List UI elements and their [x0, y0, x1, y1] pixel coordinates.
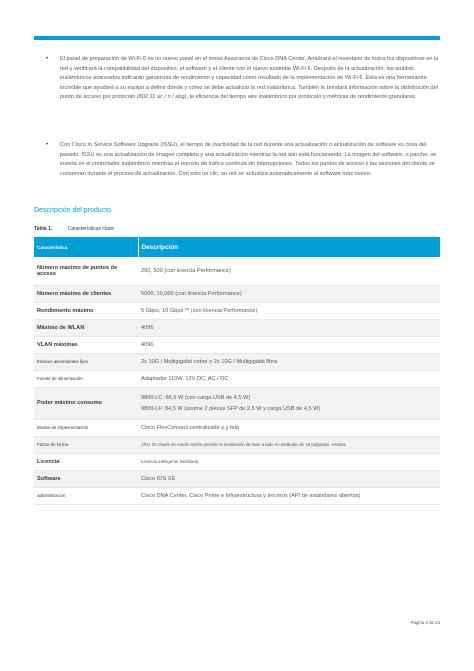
description-line: 5000, 10,000 (con licencia Performance): [141, 290, 242, 297]
description-line: 4096: [141, 324, 154, 331]
section-title: Descripción del producto: [34, 207, 112, 214]
table-body: [34, 257, 440, 504]
description-cell: [138, 370, 440, 387]
header-feature: Característica: [34, 237, 138, 257]
description-line: 1RU. El chasis de medio ancho permite la instalación de lado a lado en estándar de 19 pulgadas. estante: [141, 442, 347, 447]
description-line: 9800-LF: 84,5 W (asume 2 piezas SFP de 2,5 W y carga USB de 4,5 W): [141, 405, 321, 412]
description-line: 4096: [141, 341, 154, 348]
description-cell: [138, 487, 440, 504]
table-row: [34, 336, 440, 353]
table-number: Tabla 1.: [34, 226, 53, 232]
description-line: 250, 500 (con licencia Performance): [141, 267, 231, 274]
description-cell: [138, 257, 440, 285]
page-number: Página 4 de 23: [410, 620, 440, 625]
feature-cell: administración: [34, 487, 138, 504]
table-row: [34, 257, 440, 285]
description-cell: [138, 436, 440, 453]
feature-cell: VLAN máximas: [34, 336, 138, 353]
top-accent-rule: [34, 36, 440, 40]
feature-cell: Rendimiento máximo: [34, 302, 138, 319]
table-row: [34, 353, 440, 370]
description-line: Cisco FlexConnect centralizado y y telá: [141, 424, 239, 431]
features-table: [34, 237, 440, 505]
description-line: Cisco IOS XE: [141, 475, 176, 482]
feature-cell: Modos de implementación: [34, 419, 138, 436]
table-row: [34, 419, 440, 436]
header-description: Descripción: [138, 237, 440, 257]
feature-cell: Enlaces ascendentes fijos: [34, 353, 138, 370]
description-cell: [138, 302, 440, 319]
feature-cell: Máximo de WLAN: [34, 319, 138, 336]
description-cell: [138, 419, 440, 436]
description-cell: [138, 453, 440, 470]
description-cell: [138, 470, 440, 487]
feature-cell: Número máximo de clientes: [34, 285, 138, 302]
description-line: Cisco DNA Center, Cisco Prime e Infraestructura y terceros (API de estándares abiertos): [141, 492, 361, 499]
description-cell: [138, 387, 440, 419]
description-line: Adaptador 110W, 12V DC, AC / DC: [141, 375, 229, 382]
table-row: [34, 370, 440, 387]
feature-cell: Factor de forma: [34, 436, 138, 453]
table-row: [34, 302, 440, 319]
description-cell: [138, 319, 440, 336]
table-row: [34, 453, 440, 470]
table-row: [34, 436, 440, 453]
table-title: Características clave: [67, 226, 115, 232]
bullet-list: [46, 55, 440, 179]
feature-cell: Número máximo de puntos de acceso: [34, 257, 138, 285]
bullet-icon: •: [46, 56, 49, 62]
bullet-item: [46, 55, 440, 103]
description-line: 2x 10G / Multigigabit cobre o 2x 10G / Multigigabit fibra: [141, 358, 278, 365]
table-header-row: [34, 237, 440, 257]
description-line: 5 Gbps, 10 Gbps ** (con licencia Performance): [141, 307, 258, 314]
table-row: [34, 470, 440, 487]
bullet-item: [46, 141, 440, 179]
feature-cell: Software: [34, 470, 138, 487]
table-row: [34, 487, 440, 504]
description-line: 9800-LC: 86,9 W (con carga USB de 4,5 W): [141, 394, 251, 401]
bullet-icon: •: [46, 141, 49, 148]
description-cell: [138, 353, 440, 370]
description-cell: [138, 336, 440, 353]
feature-cell: Poder máximo consumo: [34, 387, 138, 419]
description-cell: [138, 285, 440, 302]
description-line: Licencia inteligente habilitada: [141, 459, 199, 464]
bullet-text: Con Cisco In Service Software Upgrade (ISSU), el tiempo de inactividad de la red durante una actualización o actualización de software es cosa del pasado. ISSU es una actualización de imagen completa y una actualización mientras la red aún está funcionando. La imagen del software, o parche, se inserta en el controlador inalámbrico mientras el reenvío de tráfico continúa sin interrupciones. Todos los puntos de acceso y las sesiones del cliente se conservan durante el proceso de actualización. Con solo un clic, su red se actualiza automáticamente al software más nuevo.: [60, 141, 437, 177]
table-caption: [34, 226, 114, 232]
table-row: [34, 285, 440, 302]
table-row: [34, 319, 440, 336]
table-row: [34, 387, 440, 419]
feature-cell: Licencia: [34, 453, 138, 470]
feature-cell: Fuente de alimentación: [34, 370, 138, 387]
bullet-text: El panel de preparación de Wi-Fi 6 es un nuevo panel en el menú Assurance de Cisco DNA Center. Analizará el inventario de todos los dispositivos en la red y verificará la compatibilidad del dispositivo, el software y el cliente con el nuevo estándar Wi-Fi 6. Después de la actualización, los análisis inalámbricos avanzados indicarán ganancias de rendimiento y capacidad como resultado de la implementación de Wi-Fi 6. Esta es una herramienta increíble que ayudará a su equipo a definir dónde y cómo se debe actualizar la red inalámbrica. También le brindará información sobre la distribución del punto de acceso por protocolo (802.11 ac / n / abg), la eficiencia del tiempo aire inalámbrico por protocolo y métricas de rendimiento granulares.: [60, 56, 439, 101]
